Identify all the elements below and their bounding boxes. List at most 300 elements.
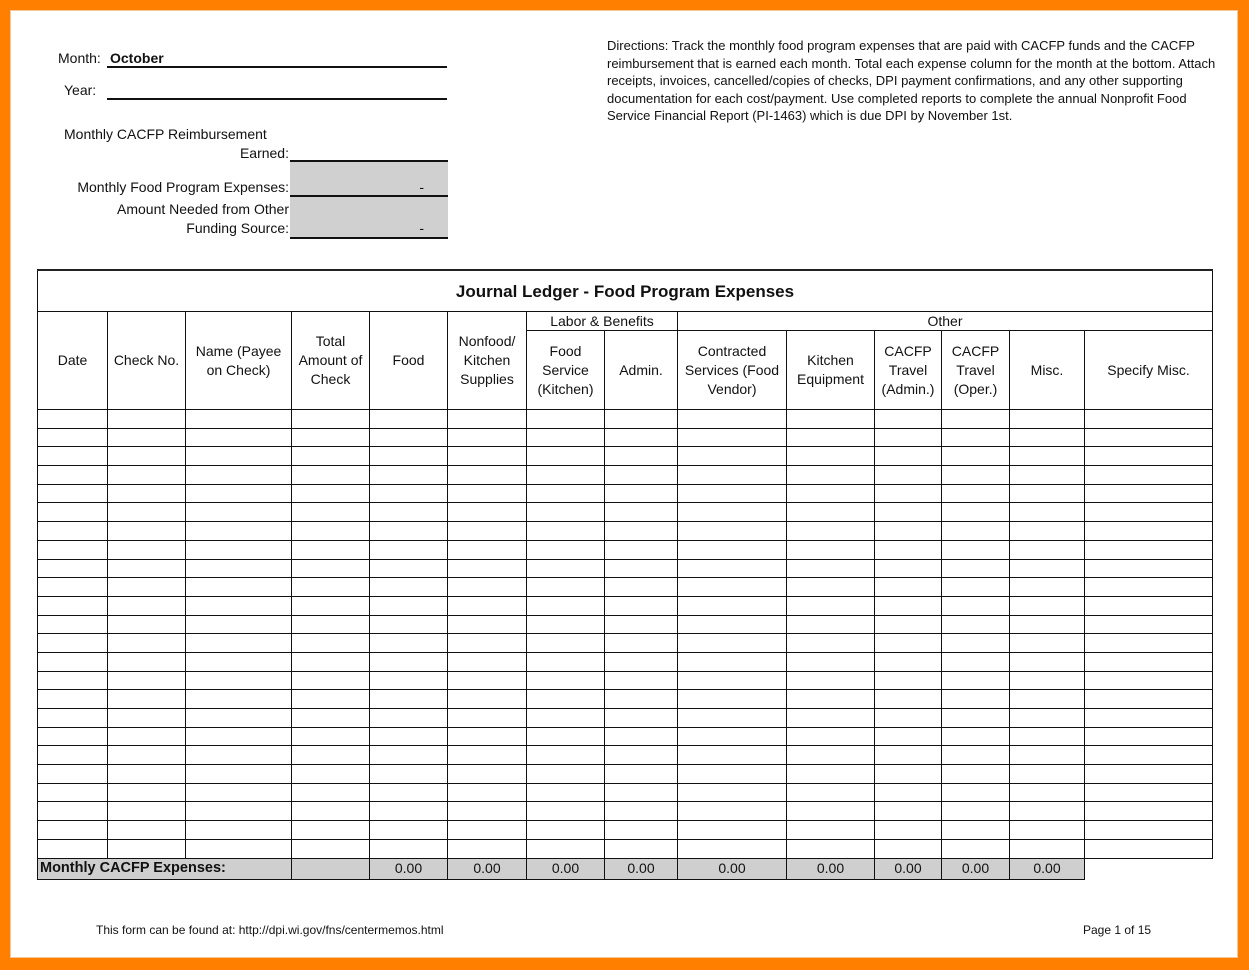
ledger-cell[interactable]	[787, 578, 875, 597]
ledger-cell[interactable]	[942, 410, 1010, 429]
ledger-cell[interactable]	[448, 447, 527, 466]
ledger-cell[interactable]	[186, 802, 292, 821]
ledger-cell[interactable]	[186, 484, 292, 503]
ledger-cell[interactable]	[605, 522, 678, 541]
ledger-cell[interactable]	[292, 447, 370, 466]
ledger-cell[interactable]	[605, 578, 678, 597]
ledger-cell[interactable]	[292, 484, 370, 503]
ledger-cell[interactable]	[186, 821, 292, 840]
ledger-cell[interactable]	[787, 484, 875, 503]
ledger-cell[interactable]	[527, 821, 605, 840]
ledger-cell[interactable]	[1010, 522, 1085, 541]
ledger-cell[interactable]	[370, 783, 448, 802]
ledger-cell[interactable]	[1010, 578, 1085, 597]
ledger-cell[interactable]	[38, 503, 108, 522]
ledger-cell[interactable]	[678, 839, 787, 858]
ledger-cell[interactable]	[448, 578, 527, 597]
ledger-cell[interactable]	[787, 522, 875, 541]
ledger-cell[interactable]	[942, 727, 1010, 746]
ledger-cell[interactable]	[108, 652, 186, 671]
ledger-cell[interactable]	[787, 709, 875, 728]
ledger-cell[interactable]	[1010, 540, 1085, 559]
ledger-cell[interactable]	[292, 615, 370, 634]
ledger-cell[interactable]	[527, 410, 605, 429]
ledger-cell[interactable]	[370, 410, 448, 429]
ledger-cell[interactable]	[527, 428, 605, 447]
ledger-cell[interactable]	[875, 428, 942, 447]
ledger-cell[interactable]	[38, 447, 108, 466]
ledger-cell[interactable]	[38, 652, 108, 671]
ledger-cell[interactable]	[1010, 839, 1085, 858]
ledger-cell[interactable]	[1085, 839, 1213, 858]
ledger-cell[interactable]	[292, 783, 370, 802]
ledger-cell[interactable]	[787, 783, 875, 802]
ledger-cell[interactable]	[370, 484, 448, 503]
ledger-cell[interactable]	[186, 540, 292, 559]
ledger-cell[interactable]	[108, 410, 186, 429]
ledger-cell[interactable]	[875, 522, 942, 541]
ledger-cell[interactable]	[787, 746, 875, 765]
ledger-cell[interactable]	[186, 839, 292, 858]
ledger-cell[interactable]	[1010, 746, 1085, 765]
ledger-cell[interactable]	[108, 802, 186, 821]
ledger-cell[interactable]	[605, 466, 678, 485]
ledger-cell[interactable]	[1085, 802, 1213, 821]
ledger-cell[interactable]	[1010, 634, 1085, 653]
ledger-cell[interactable]	[942, 596, 1010, 615]
ledger-cell[interactable]	[1085, 765, 1213, 784]
ledger-cell[interactable]	[527, 690, 605, 709]
ledger-cell[interactable]	[1010, 559, 1085, 578]
ledger-cell[interactable]	[108, 709, 186, 728]
ledger-cell[interactable]	[875, 503, 942, 522]
ledger-cell[interactable]	[605, 615, 678, 634]
ledger-cell[interactable]	[527, 839, 605, 858]
ledger-cell[interactable]	[370, 522, 448, 541]
ledger-cell[interactable]	[605, 690, 678, 709]
ledger-cell[interactable]	[108, 559, 186, 578]
ledger-cell[interactable]	[38, 690, 108, 709]
ledger-cell[interactable]	[1085, 746, 1213, 765]
ledger-cell[interactable]	[448, 821, 527, 840]
ledger-cell[interactable]	[292, 596, 370, 615]
ledger-cell[interactable]	[108, 783, 186, 802]
ledger-cell[interactable]	[1010, 447, 1085, 466]
ledger-cell[interactable]	[370, 540, 448, 559]
ledger-cell[interactable]	[787, 559, 875, 578]
ledger-cell[interactable]	[186, 652, 292, 671]
ledger-cell[interactable]	[787, 690, 875, 709]
ledger-cell[interactable]	[292, 709, 370, 728]
ledger-cell[interactable]	[38, 727, 108, 746]
ledger-cell[interactable]	[1010, 709, 1085, 728]
ledger-cell[interactable]	[186, 765, 292, 784]
ledger-cell[interactable]	[678, 428, 787, 447]
ledger-cell[interactable]	[875, 746, 942, 765]
ledger-cell[interactable]	[1010, 484, 1085, 503]
ledger-cell[interactable]	[38, 615, 108, 634]
ledger-cell[interactable]	[678, 559, 787, 578]
ledger-cell[interactable]	[875, 596, 942, 615]
ledger-cell[interactable]	[370, 447, 448, 466]
ledger-cell[interactable]	[38, 802, 108, 821]
ledger-cell[interactable]	[875, 765, 942, 784]
ledger-cell[interactable]	[605, 428, 678, 447]
month-value[interactable]: October	[110, 50, 164, 66]
ledger-cell[interactable]	[1085, 727, 1213, 746]
ledger-cell[interactable]	[875, 615, 942, 634]
ledger-cell[interactable]	[186, 522, 292, 541]
ledger-cell[interactable]	[605, 540, 678, 559]
ledger-cell[interactable]	[942, 578, 1010, 597]
ledger-cell[interactable]	[678, 503, 787, 522]
ledger-cell[interactable]	[875, 709, 942, 728]
ledger-cell[interactable]	[605, 503, 678, 522]
ledger-cell[interactable]	[942, 746, 1010, 765]
ledger-cell[interactable]	[1010, 466, 1085, 485]
ledger-cell[interactable]	[678, 410, 787, 429]
ledger-cell[interactable]	[787, 671, 875, 690]
ledger-cell[interactable]	[292, 652, 370, 671]
ledger-cell[interactable]	[1085, 709, 1213, 728]
ledger-cell[interactable]	[108, 615, 186, 634]
ledger-cell[interactable]	[38, 410, 108, 429]
ledger-cell[interactable]	[678, 634, 787, 653]
ledger-cell[interactable]	[1010, 652, 1085, 671]
ledger-cell[interactable]	[787, 821, 875, 840]
ledger-cell[interactable]	[38, 634, 108, 653]
ledger-cell[interactable]	[292, 765, 370, 784]
ledger-cell[interactable]	[448, 727, 527, 746]
ledger-cell[interactable]	[186, 596, 292, 615]
ledger-cell[interactable]	[942, 634, 1010, 653]
ledger-cell[interactable]	[605, 596, 678, 615]
ledger-cell[interactable]	[186, 503, 292, 522]
ledger-cell[interactable]	[1010, 690, 1085, 709]
ledger-cell[interactable]	[38, 484, 108, 503]
ledger-cell[interactable]	[108, 671, 186, 690]
ledger-cell[interactable]	[370, 503, 448, 522]
ledger-cell[interactable]	[186, 783, 292, 802]
ledger-cell[interactable]	[605, 671, 678, 690]
ledger-cell[interactable]	[448, 690, 527, 709]
ledger-cell[interactable]	[1085, 652, 1213, 671]
ledger-cell[interactable]	[38, 765, 108, 784]
ledger-cell[interactable]	[370, 821, 448, 840]
ledger-cell[interactable]	[292, 466, 370, 485]
ledger-cell[interactable]	[1085, 503, 1213, 522]
ledger-cell[interactable]	[370, 709, 448, 728]
ledger-cell[interactable]	[370, 839, 448, 858]
ledger-cell[interactable]	[38, 466, 108, 485]
ledger-cell[interactable]	[448, 428, 527, 447]
ledger-cell[interactable]	[186, 410, 292, 429]
ledger-cell[interactable]	[875, 652, 942, 671]
ledger-cell[interactable]	[678, 578, 787, 597]
ledger-cell[interactable]	[678, 652, 787, 671]
ledger-cell[interactable]	[38, 596, 108, 615]
ledger-cell[interactable]	[527, 484, 605, 503]
ledger-cell[interactable]	[292, 578, 370, 597]
ledger-cell[interactable]	[875, 540, 942, 559]
ledger-cell[interactable]	[1010, 596, 1085, 615]
ledger-cell[interactable]	[678, 615, 787, 634]
ledger-cell[interactable]	[448, 615, 527, 634]
ledger-cell[interactable]	[448, 709, 527, 728]
ledger-cell[interactable]	[527, 634, 605, 653]
ledger-cell[interactable]	[38, 783, 108, 802]
ledger-cell[interactable]	[787, 615, 875, 634]
ledger-cell[interactable]	[1085, 484, 1213, 503]
ledger-cell[interactable]	[605, 484, 678, 503]
ledger-cell[interactable]	[942, 447, 1010, 466]
ledger-cell[interactable]	[605, 839, 678, 858]
ledger-cell[interactable]	[292, 802, 370, 821]
ledger-cell[interactable]	[108, 503, 186, 522]
ledger-cell[interactable]	[787, 466, 875, 485]
ledger-cell[interactable]	[448, 746, 527, 765]
ledger-cell[interactable]	[678, 783, 787, 802]
ledger-cell[interactable]	[942, 802, 1010, 821]
ledger-cell[interactable]	[292, 559, 370, 578]
ledger-cell[interactable]	[1010, 671, 1085, 690]
ledger-cell[interactable]	[38, 522, 108, 541]
ledger-cell[interactable]	[875, 484, 942, 503]
ledger-cell[interactable]	[1085, 821, 1213, 840]
ledger-cell[interactable]	[108, 727, 186, 746]
ledger-cell[interactable]	[186, 447, 292, 466]
ledger-cell[interactable]	[186, 615, 292, 634]
ledger-cell[interactable]	[527, 746, 605, 765]
ledger-cell[interactable]	[38, 578, 108, 597]
ledger-cell[interactable]	[370, 428, 448, 447]
ledger-cell[interactable]	[1085, 466, 1213, 485]
ledger-cell[interactable]	[527, 671, 605, 690]
ledger-cell[interactable]	[370, 727, 448, 746]
ledger-cell[interactable]	[787, 839, 875, 858]
ledger-cell[interactable]	[605, 821, 678, 840]
ledger-cell[interactable]	[370, 578, 448, 597]
ledger-cell[interactable]	[875, 727, 942, 746]
ledger-cell[interactable]	[942, 765, 1010, 784]
ledger-cell[interactable]	[292, 428, 370, 447]
ledger-cell[interactable]	[448, 503, 527, 522]
ledger-cell[interactable]	[38, 709, 108, 728]
ledger-cell[interactable]	[448, 559, 527, 578]
ledger-cell[interactable]	[108, 765, 186, 784]
ledger-cell[interactable]	[875, 466, 942, 485]
ledger-cell[interactable]	[605, 746, 678, 765]
ledger-cell[interactable]	[292, 821, 370, 840]
ledger-cell[interactable]	[527, 765, 605, 784]
ledger-cell[interactable]	[787, 765, 875, 784]
ledger-cell[interactable]	[108, 578, 186, 597]
ledger-cell[interactable]	[605, 652, 678, 671]
ledger-cell[interactable]	[186, 466, 292, 485]
ledger-cell[interactable]	[527, 709, 605, 728]
ledger-cell[interactable]	[108, 839, 186, 858]
ledger-cell[interactable]	[527, 540, 605, 559]
ledger-cell[interactable]	[787, 428, 875, 447]
ledger-cell[interactable]	[1085, 578, 1213, 597]
ledger-cell[interactable]	[292, 839, 370, 858]
ledger-cell[interactable]	[527, 503, 605, 522]
ledger-cell[interactable]	[678, 484, 787, 503]
ledger-cell[interactable]	[448, 596, 527, 615]
ledger-cell[interactable]	[875, 802, 942, 821]
ledger-cell[interactable]	[186, 428, 292, 447]
ledger-cell[interactable]	[1085, 522, 1213, 541]
ledger-cell[interactable]	[787, 596, 875, 615]
ledger-cell[interactable]	[942, 690, 1010, 709]
ledger-cell[interactable]	[370, 652, 448, 671]
ledger-cell[interactable]	[678, 727, 787, 746]
ledger-cell[interactable]	[186, 634, 292, 653]
ledger-cell[interactable]	[787, 503, 875, 522]
ledger-cell[interactable]	[678, 466, 787, 485]
ledger-cell[interactable]	[942, 652, 1010, 671]
ledger-cell[interactable]	[370, 746, 448, 765]
ledger-cell[interactable]	[448, 765, 527, 784]
ledger-cell[interactable]	[875, 634, 942, 653]
ledger-cell[interactable]	[108, 466, 186, 485]
ledger-cell[interactable]	[527, 466, 605, 485]
ledger-cell[interactable]	[527, 615, 605, 634]
ledger-cell[interactable]	[1085, 540, 1213, 559]
ledger-cell[interactable]	[527, 559, 605, 578]
ledger-cell[interactable]	[1010, 428, 1085, 447]
ledger-cell[interactable]	[370, 559, 448, 578]
ledger-cell[interactable]	[1085, 783, 1213, 802]
ledger-cell[interactable]	[108, 447, 186, 466]
ledger-cell[interactable]	[292, 503, 370, 522]
ledger-cell[interactable]	[186, 727, 292, 746]
ledger-cell[interactable]	[292, 522, 370, 541]
ledger-cell[interactable]	[678, 596, 787, 615]
ledger-cell[interactable]	[1085, 428, 1213, 447]
ledger-cell[interactable]	[678, 671, 787, 690]
ledger-cell[interactable]	[370, 596, 448, 615]
ledger-cell[interactable]	[942, 821, 1010, 840]
ledger-cell[interactable]	[942, 522, 1010, 541]
ledger-cell[interactable]	[186, 671, 292, 690]
ledger-cell[interactable]	[527, 652, 605, 671]
ledger-cell[interactable]	[1010, 821, 1085, 840]
ledger-cell[interactable]	[605, 727, 678, 746]
ledger-cell[interactable]	[678, 765, 787, 784]
ledger-cell[interactable]	[1010, 503, 1085, 522]
ledger-cell[interactable]	[1085, 634, 1213, 653]
ledger-cell[interactable]	[942, 484, 1010, 503]
ledger-cell[interactable]	[1010, 727, 1085, 746]
ledger-cell[interactable]	[292, 671, 370, 690]
ledger-cell[interactable]	[292, 746, 370, 765]
ledger-cell[interactable]	[942, 615, 1010, 634]
ledger-cell[interactable]	[370, 802, 448, 821]
ledger-cell[interactable]	[605, 447, 678, 466]
ledger-cell[interactable]	[108, 540, 186, 559]
ledger-cell[interactable]	[527, 578, 605, 597]
ledger-cell[interactable]	[678, 709, 787, 728]
ledger-cell[interactable]	[527, 596, 605, 615]
ledger-cell[interactable]	[942, 466, 1010, 485]
ledger-cell[interactable]	[605, 709, 678, 728]
ledger-cell[interactable]	[292, 727, 370, 746]
ledger-cell[interactable]	[448, 783, 527, 802]
ledger-cell[interactable]	[448, 484, 527, 503]
ledger-cell[interactable]	[787, 634, 875, 653]
ledger-cell[interactable]	[942, 839, 1010, 858]
ledger-cell[interactable]	[108, 634, 186, 653]
ledger-cell[interactable]	[875, 671, 942, 690]
ledger-cell[interactable]	[370, 671, 448, 690]
ledger-cell[interactable]	[1085, 596, 1213, 615]
ledger-cell[interactable]	[448, 839, 527, 858]
ledger-cell[interactable]	[678, 447, 787, 466]
ledger-cell[interactable]	[605, 410, 678, 429]
ledger-cell[interactable]	[108, 690, 186, 709]
ledger-cell[interactable]	[1085, 410, 1213, 429]
ledger-cell[interactable]	[787, 410, 875, 429]
ledger-cell[interactable]	[1085, 615, 1213, 634]
ledger-cell[interactable]	[605, 783, 678, 802]
ledger-cell[interactable]	[942, 709, 1010, 728]
ledger-cell[interactable]	[38, 746, 108, 765]
ledger-cell[interactable]	[678, 821, 787, 840]
ledger-cell[interactable]	[875, 839, 942, 858]
ledger-cell[interactable]	[448, 522, 527, 541]
ledger-cell[interactable]	[38, 839, 108, 858]
ledger-cell[interactable]	[875, 447, 942, 466]
ledger-cell[interactable]	[1085, 671, 1213, 690]
ledger-cell[interactable]	[1010, 615, 1085, 634]
ledger-cell[interactable]	[38, 821, 108, 840]
ledger-cell[interactable]	[527, 447, 605, 466]
ledger-cell[interactable]	[942, 503, 1010, 522]
ledger-cell[interactable]	[370, 634, 448, 653]
ledger-cell[interactable]	[942, 540, 1010, 559]
ledger-cell[interactable]	[186, 690, 292, 709]
ledger-cell[interactable]	[1085, 559, 1213, 578]
ledger-cell[interactable]	[527, 522, 605, 541]
ledger-cell[interactable]	[942, 428, 1010, 447]
ledger-cell[interactable]	[1085, 690, 1213, 709]
ledger-cell[interactable]	[448, 466, 527, 485]
ledger-cell[interactable]	[787, 540, 875, 559]
ledger-cell[interactable]	[370, 765, 448, 784]
ledger-cell[interactable]	[678, 802, 787, 821]
ledger-cell[interactable]	[370, 466, 448, 485]
ledger-cell[interactable]	[605, 765, 678, 784]
ledger-cell[interactable]	[292, 634, 370, 653]
ledger-cell[interactable]	[186, 709, 292, 728]
ledger-cell[interactable]	[678, 746, 787, 765]
ledger-cell[interactable]	[875, 690, 942, 709]
ledger-cell[interactable]	[787, 727, 875, 746]
ledger-cell[interactable]	[1010, 783, 1085, 802]
ledger-cell[interactable]	[186, 578, 292, 597]
ledger-cell[interactable]	[448, 802, 527, 821]
ledger-cell[interactable]	[787, 802, 875, 821]
ledger-cell[interactable]	[38, 428, 108, 447]
ledger-cell[interactable]	[942, 783, 1010, 802]
ledger-cell[interactable]	[186, 746, 292, 765]
ledger-cell[interactable]	[875, 578, 942, 597]
ledger-cell[interactable]	[678, 690, 787, 709]
ledger-cell[interactable]	[186, 559, 292, 578]
ledger-cell[interactable]	[108, 522, 186, 541]
ledger-cell[interactable]	[787, 447, 875, 466]
